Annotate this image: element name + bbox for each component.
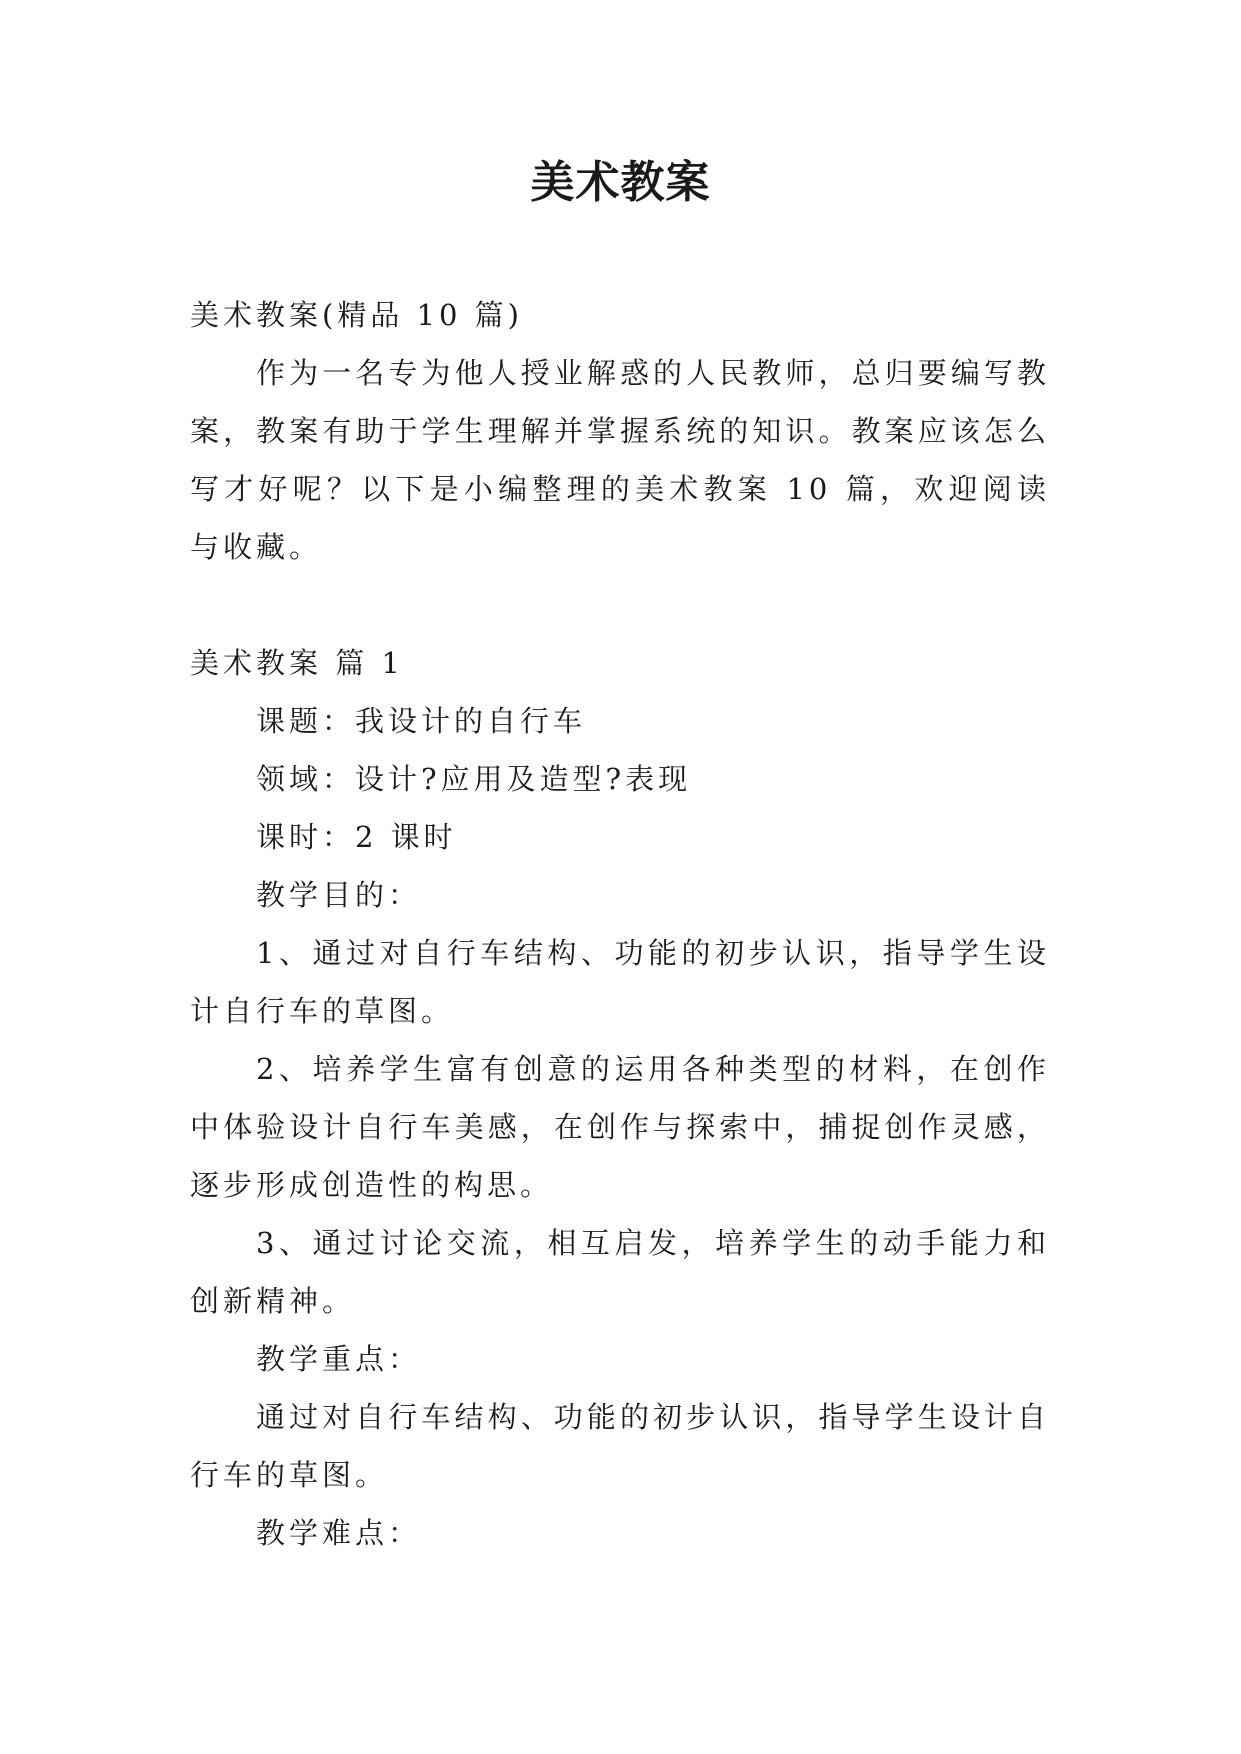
document-title: 美术教案 — [530, 157, 711, 208]
difficulty-label: 教学难点： — [256, 1516, 422, 1550]
document-subtitle: 美术教案(精品 10 篇) — [190, 298, 523, 332]
goal-item-3: 3、通过讨论交流，相互启发，培养学生的动手能力和创新精神。 — [190, 1226, 1050, 1318]
key-points-text: 通过对自行车结构、功能的初步认识，指导学生设计自行车的草图。 — [190, 1400, 1050, 1492]
hours-line: 课时：2 课时 — [256, 820, 457, 854]
domain-line: 领域：设计?应用及造型?表现 — [256, 762, 692, 796]
goal-item-1: 1、通过对自行车结构、功能的初步认识，指导学生设计自行车的草图。 — [190, 936, 1050, 1028]
goal-item-2: 2、培养学生富有创意的运用各种类型的材料，在创作中体验设计自行车美感，在创作与探索中，捕捉创作灵感，逐步形成创造性的构思。 — [190, 1052, 1050, 1202]
key-points-label: 教学重点： — [256, 1342, 422, 1376]
intro-paragraph: 作为一名专为他人授业解惑的人民教师，总归要编写教案，教案有助于学生理解并掌握系统的知识。教案应该怎么写才好呢？以下是小编整理的美术教案 10 篇，欢迎阅读与收藏。 — [190, 356, 1050, 564]
document-body — [190, 286, 1050, 1562]
topic-line: 课题：我设计的自行车 — [256, 704, 587, 738]
goals-label: 教学目的： — [256, 878, 422, 912]
paragraph-spacer — [190, 576, 1050, 634]
section-heading: 美术教案 篇 1 — [190, 646, 404, 680]
